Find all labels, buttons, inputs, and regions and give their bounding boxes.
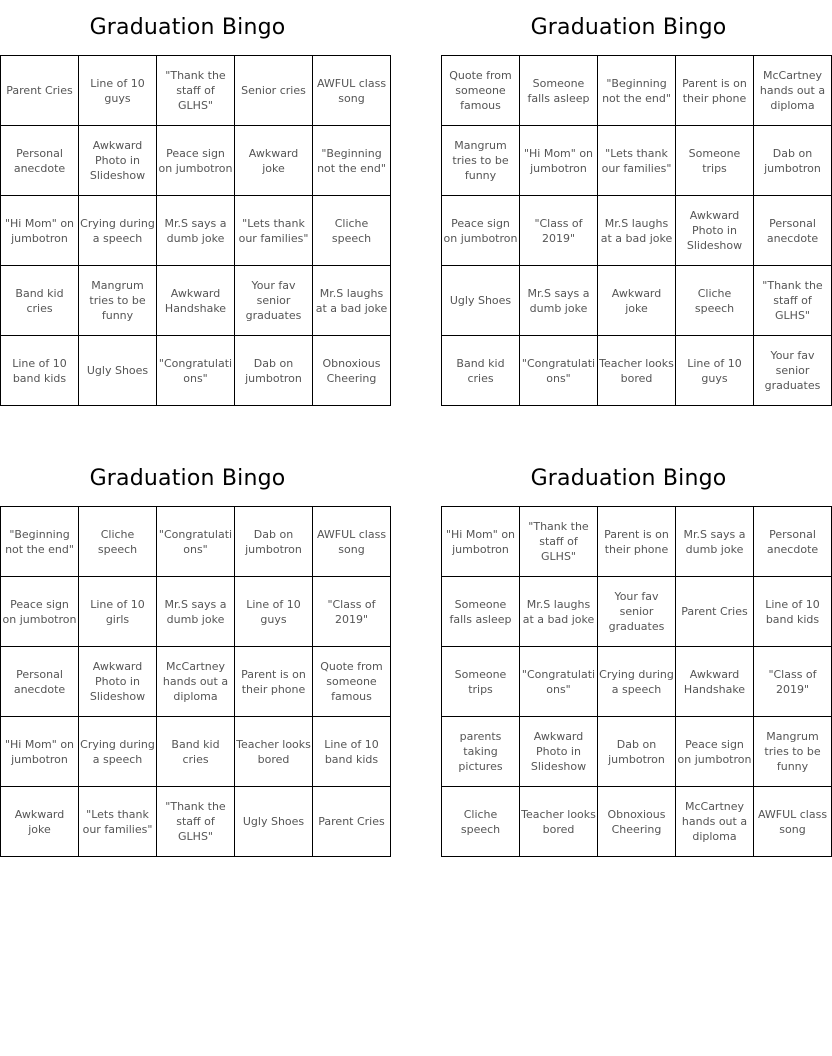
bingo-card-3 (0, 451, 387, 857)
bingo-row (442, 647, 832, 717)
bingo-cell: Cliche speech (676, 266, 754, 336)
bingo-row (1, 647, 391, 717)
bingo-row (442, 577, 832, 647)
bingo-cell: Personal anecdote (754, 196, 832, 266)
bingo-row (1, 196, 391, 266)
bingo-cell: "Congratulations" (157, 336, 235, 406)
bingo-cell: Quote from someone famous (442, 56, 520, 126)
bingo-cell: parents taking pictures (442, 717, 520, 787)
bingo-cell: McCartney hands out a diploma (754, 56, 832, 126)
bingo-card-1 (0, 0, 388, 406)
bingo-cell: "Congratulations" (520, 336, 598, 406)
bingo-cell: Cliche speech (79, 507, 157, 577)
bingo-cell: Mangrum tries to be funny (754, 717, 832, 787)
bingo-cell: Ugly Shoes (235, 787, 313, 857)
bingo-cell: Someone trips (676, 126, 754, 196)
bingo-cell: Awkward Handshake (676, 647, 754, 717)
bingo-cell: Someone trips (442, 647, 520, 717)
bingo-cell: Peace sign on jumbotron (676, 717, 754, 787)
bingo-row (1, 787, 391, 857)
bingo-cell: "Class of 2019" (313, 577, 391, 647)
bingo-cell: Someone falls asleep (442, 577, 520, 647)
bingo-cell: McCartney hands out a diploma (157, 647, 235, 717)
bingo-cell: Peace sign on jumbotron (1, 577, 79, 647)
bingo-row (442, 507, 832, 577)
bingo-cell: Parent is on their phone (676, 56, 754, 126)
bingo-cell: Mangrum tries to be funny (442, 126, 520, 196)
bingo-cell: Mr.S laughs at a bad joke (520, 577, 598, 647)
bingo-cell: AWFUL class song (313, 507, 391, 577)
bingo-cell: Parent Cries (313, 787, 391, 857)
bingo-cell: "Thank the staff of GLHS" (157, 56, 235, 126)
bingo-card-4 (441, 451, 828, 857)
bingo-cell: "Lets thank our families" (598, 126, 676, 196)
bingo-cell: Mr.S laughs at a bad joke (313, 266, 391, 336)
bingo-cell: Mangrum tries to be funny (79, 266, 157, 336)
bingo-cell: "Class of 2019" (754, 647, 832, 717)
bingo-cell: Line of 10 guys (676, 336, 754, 406)
bingo-cell: AWFUL class song (313, 56, 391, 126)
bingo-cell: Crying during a speech (598, 647, 676, 717)
bingo-cell: Parent Cries (1, 56, 79, 126)
bingo-cell: Mr.S says a dumb joke (520, 266, 598, 336)
bingo-grid (441, 55, 832, 406)
bingo-cell: Personal anecdote (1, 126, 79, 196)
bingo-cell: Ugly Shoes (442, 266, 520, 336)
bingo-cell: Awkward joke (235, 126, 313, 196)
bingo-row (1, 717, 391, 787)
bingo-grid (0, 55, 391, 406)
bingo-cell: Someone falls asleep (520, 56, 598, 126)
bingo-cell: Band kid cries (442, 336, 520, 406)
bingo-cell: "Congratulations" (157, 507, 235, 577)
bingo-cell: Senior cries (235, 56, 313, 126)
bingo-cell: Peace sign on jumbotron (157, 126, 235, 196)
card-title: Graduation Bingo (89, 15, 286, 40)
bingo-cell: Quote from someone famous (313, 647, 391, 717)
bingo-cell: "Hi Mom" on jumbotron (520, 126, 598, 196)
bingo-cell: Parent Cries (676, 577, 754, 647)
bingo-cell: Line of 10 band kids (754, 577, 832, 647)
bingo-cell: Cliche speech (313, 196, 391, 266)
bingo-cell: Crying during a speech (79, 717, 157, 787)
card-title: Graduation Bingo (530, 15, 727, 40)
bingo-grid (441, 506, 832, 857)
bingo-cell: Band kid cries (1, 266, 79, 336)
bingo-row (442, 196, 832, 266)
bingo-row (442, 126, 832, 196)
bingo-cell: "Hi Mom" on jumbotron (1, 717, 79, 787)
bingo-row (1, 266, 391, 336)
bingo-cell: Band kid cries (157, 717, 235, 787)
bingo-cell: Line of 10 girls (79, 577, 157, 647)
bingo-cell: Parent is on their phone (598, 507, 676, 577)
bingo-row (442, 717, 832, 787)
bingo-cell: Line of 10 band kids (1, 336, 79, 406)
bingo-cell: "Beginning not the end" (313, 126, 391, 196)
bingo-cell: Awkward Photo in Slideshow (676, 196, 754, 266)
bingo-cell: "Class of 2019" (520, 196, 598, 266)
bingo-cell: Ugly Shoes (79, 336, 157, 406)
bingo-cell: "Beginning not the end" (1, 507, 79, 577)
bingo-row (1, 126, 391, 196)
bingo-cell: Awkward Photo in Slideshow (79, 647, 157, 717)
card-title: Graduation Bingo (89, 466, 286, 491)
bingo-cell: Dab on jumbotron (754, 126, 832, 196)
bingo-cell: "Congratulations" (520, 647, 598, 717)
bingo-cell: "Lets thank our families" (235, 196, 313, 266)
bingo-row (1, 577, 391, 647)
bingo-cell: Line of 10 band kids (313, 717, 391, 787)
bingo-row (442, 336, 832, 406)
bingo-card-2 (441, 0, 826, 406)
bingo-cell: "Beginning not the end" (598, 56, 676, 126)
bingo-cell: "Hi Mom" on jumbotron (442, 507, 520, 577)
bingo-cell: Dab on jumbotron (235, 507, 313, 577)
bingo-cell: McCartney hands out a diploma (676, 787, 754, 857)
bingo-cell: Dab on jumbotron (235, 336, 313, 406)
bingo-cell: Your fav senior graduates (598, 577, 676, 647)
bingo-cell: "Hi Mom" on jumbotron (1, 196, 79, 266)
bingo-cell: Mr.S says a dumb joke (157, 196, 235, 266)
bingo-cell: Your fav senior graduates (235, 266, 313, 336)
bingo-cell: Obnoxious Cheering (598, 787, 676, 857)
bingo-row (1, 507, 391, 577)
bingo-cell: Dab on jumbotron (598, 717, 676, 787)
card-title: Graduation Bingo (530, 466, 727, 491)
bingo-row (442, 56, 832, 126)
bingo-grid (0, 506, 391, 857)
bingo-cell: Mr.S laughs at a bad joke (598, 196, 676, 266)
bingo-cell: Awkward Photo in Slideshow (520, 717, 598, 787)
bingo-cell: Parent is on their phone (235, 647, 313, 717)
bingo-row (442, 266, 832, 336)
bingo-row (1, 56, 391, 126)
bingo-cell: Your fav senior graduates (754, 336, 832, 406)
bingo-cell: AWFUL class song (754, 787, 832, 857)
bingo-cell: Peace sign on jumbotron (442, 196, 520, 266)
bingo-cell: Awkward joke (1, 787, 79, 857)
bingo-cell: Personal anecdote (1, 647, 79, 717)
bingo-cell: Cliche speech (442, 787, 520, 857)
bingo-cell: Awkward Photo in Slideshow (79, 126, 157, 196)
bingo-cell: Teacher looks bored (235, 717, 313, 787)
bingo-cell: Mr.S says a dumb joke (157, 577, 235, 647)
bingo-cell: "Thank the staff of GLHS" (754, 266, 832, 336)
bingo-row (1, 336, 391, 406)
bingo-cell: Awkward Handshake (157, 266, 235, 336)
bingo-cell: "Lets thank our families" (79, 787, 157, 857)
bingo-cell: Personal anecdote (754, 507, 832, 577)
bingo-cell: Crying during a speech (79, 196, 157, 266)
bingo-cell: Line of 10 guys (79, 56, 157, 126)
bingo-cell: "Thank the staff of GLHS" (157, 787, 235, 857)
bingo-cell: Teacher looks bored (598, 336, 676, 406)
bingo-cell: Line of 10 guys (235, 577, 313, 647)
bingo-cell: Mr.S says a dumb joke (676, 507, 754, 577)
bingo-cell: Teacher looks bored (520, 787, 598, 857)
bingo-row (442, 787, 832, 857)
bingo-cell: Obnoxious Cheering (313, 336, 391, 406)
bingo-cell: "Thank the staff of GLHS" (520, 507, 598, 577)
bingo-cell: Awkward joke (598, 266, 676, 336)
